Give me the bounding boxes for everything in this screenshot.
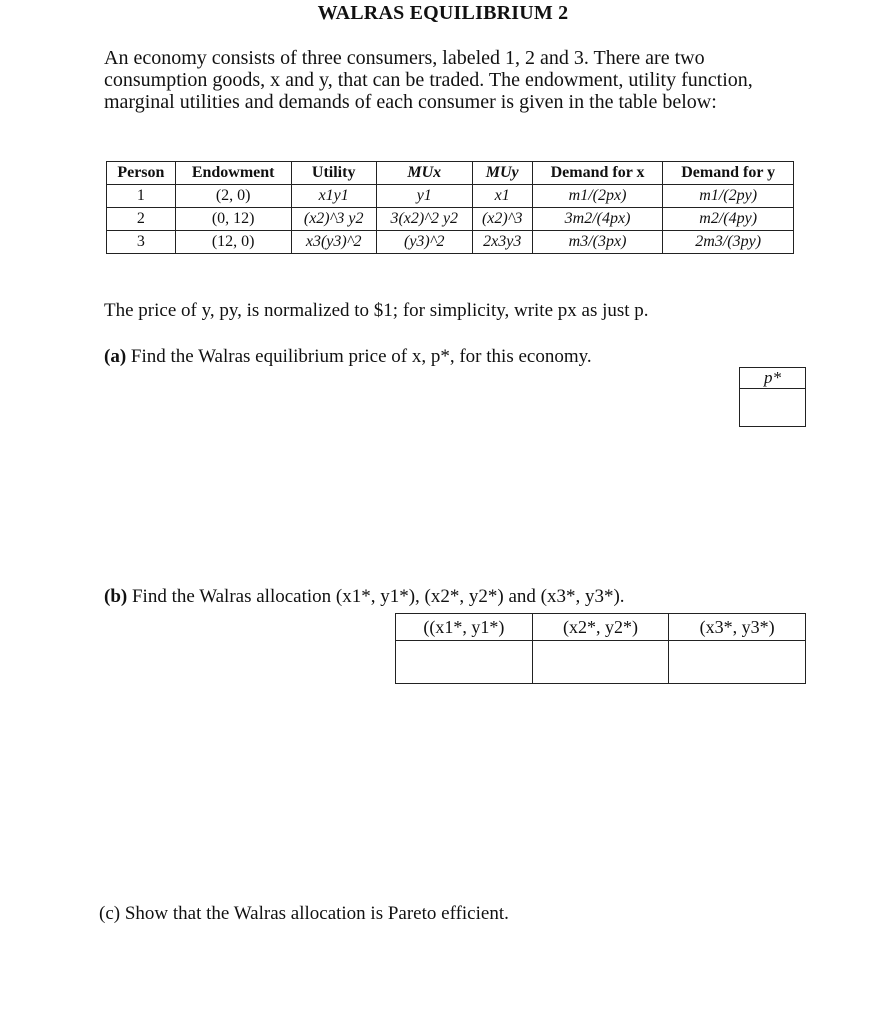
header-demand-y: Demand for y: [663, 162, 794, 185]
cell-endowment: (2, 0): [175, 185, 291, 208]
cell-demand-x: m3/(3px): [532, 231, 663, 254]
table-row: [107, 185, 794, 208]
page-title: WALRAS EQUILIBRIUM 2: [317, 2, 569, 24]
cell-muy: (x2)^3: [472, 208, 532, 231]
consumer-table: [106, 161, 794, 254]
alloc-header-consumer-3: (x3*, y3*): [669, 614, 806, 641]
part-c-label: (c): [99, 903, 121, 924]
intro-paragraph: An economy consists of three consumers, labeled 1, 2 and 3. There are two consumption goods, x and y, that can be traded. The endowment, utility function, marginal utilities and demands of each consumer is given in the table below:: [104, 47, 753, 113]
p-star-answer-box: [739, 367, 806, 427]
cell-person: 2: [107, 208, 176, 231]
p-star-answer-field[interactable]: [740, 389, 806, 427]
header-endowment: Endowment: [175, 162, 291, 185]
cell-demand-y: 2m3/(3py): [663, 231, 794, 254]
table-row: [107, 208, 794, 231]
part-b-label: (b): [104, 586, 128, 607]
cell-mux: (y3)^2: [376, 231, 472, 254]
cell-demand-y: m1/(2py): [663, 185, 794, 208]
alloc-answer-consumer-2[interactable]: [532, 641, 669, 684]
cell-endowment: (12, 0): [175, 231, 291, 254]
header-utility: Utility: [291, 162, 376, 185]
header-muy: MUy: [472, 162, 532, 185]
alloc-answer-consumer-3[interactable]: [669, 641, 806, 684]
table-row: [107, 231, 794, 254]
part-a-label: (a): [104, 346, 127, 367]
part-a-text: Find the Walras equilibrium price of x, p*, for this economy.: [130, 346, 592, 367]
cell-mux: 3(x2)^2 y2: [376, 208, 472, 231]
cell-utility: x3(y3)^2: [291, 231, 376, 254]
alloc-answer-consumer-1[interactable]: [396, 641, 533, 684]
p-star-header: p*: [740, 368, 806, 389]
alloc-header-consumer-1: ((x1*, y1*): [396, 614, 533, 641]
cell-person: 3: [107, 231, 176, 254]
part-b-text: Find the Walras allocation (x1*, y1*), (x2*, y2*) and (x3*, y3*).: [131, 586, 625, 607]
cell-demand-x: m1/(2px): [532, 185, 663, 208]
cell-utility: x1y1: [291, 185, 376, 208]
cell-mux: y1: [376, 185, 472, 208]
normalization-note: The price of y, py, is normalized to $1; for simplicity, write px as just p.: [104, 300, 649, 321]
part-b-question: [104, 586, 625, 608]
part-c-text: Show that the Walras allocation is Pareto efficient.: [124, 903, 509, 924]
cell-person: 1: [107, 185, 176, 208]
allocation-answer-table: [395, 613, 806, 684]
header-person: Person: [107, 162, 176, 185]
part-c-question: [99, 903, 509, 925]
cell-muy: 2x3y3: [472, 231, 532, 254]
cell-endowment: (0, 12): [175, 208, 291, 231]
part-a-question: [104, 346, 592, 368]
cell-demand-x: 3m2/(4px): [532, 208, 663, 231]
alloc-header-consumer-2: (x2*, y2*): [532, 614, 669, 641]
cell-utility: (x2)^3 y2: [291, 208, 376, 231]
table-header-row: [107, 162, 794, 185]
header-mux: MUx: [376, 162, 472, 185]
cell-muy: x1: [472, 185, 532, 208]
cell-demand-y: m2/(4py): [663, 208, 794, 231]
header-demand-x: Demand for x: [532, 162, 663, 185]
